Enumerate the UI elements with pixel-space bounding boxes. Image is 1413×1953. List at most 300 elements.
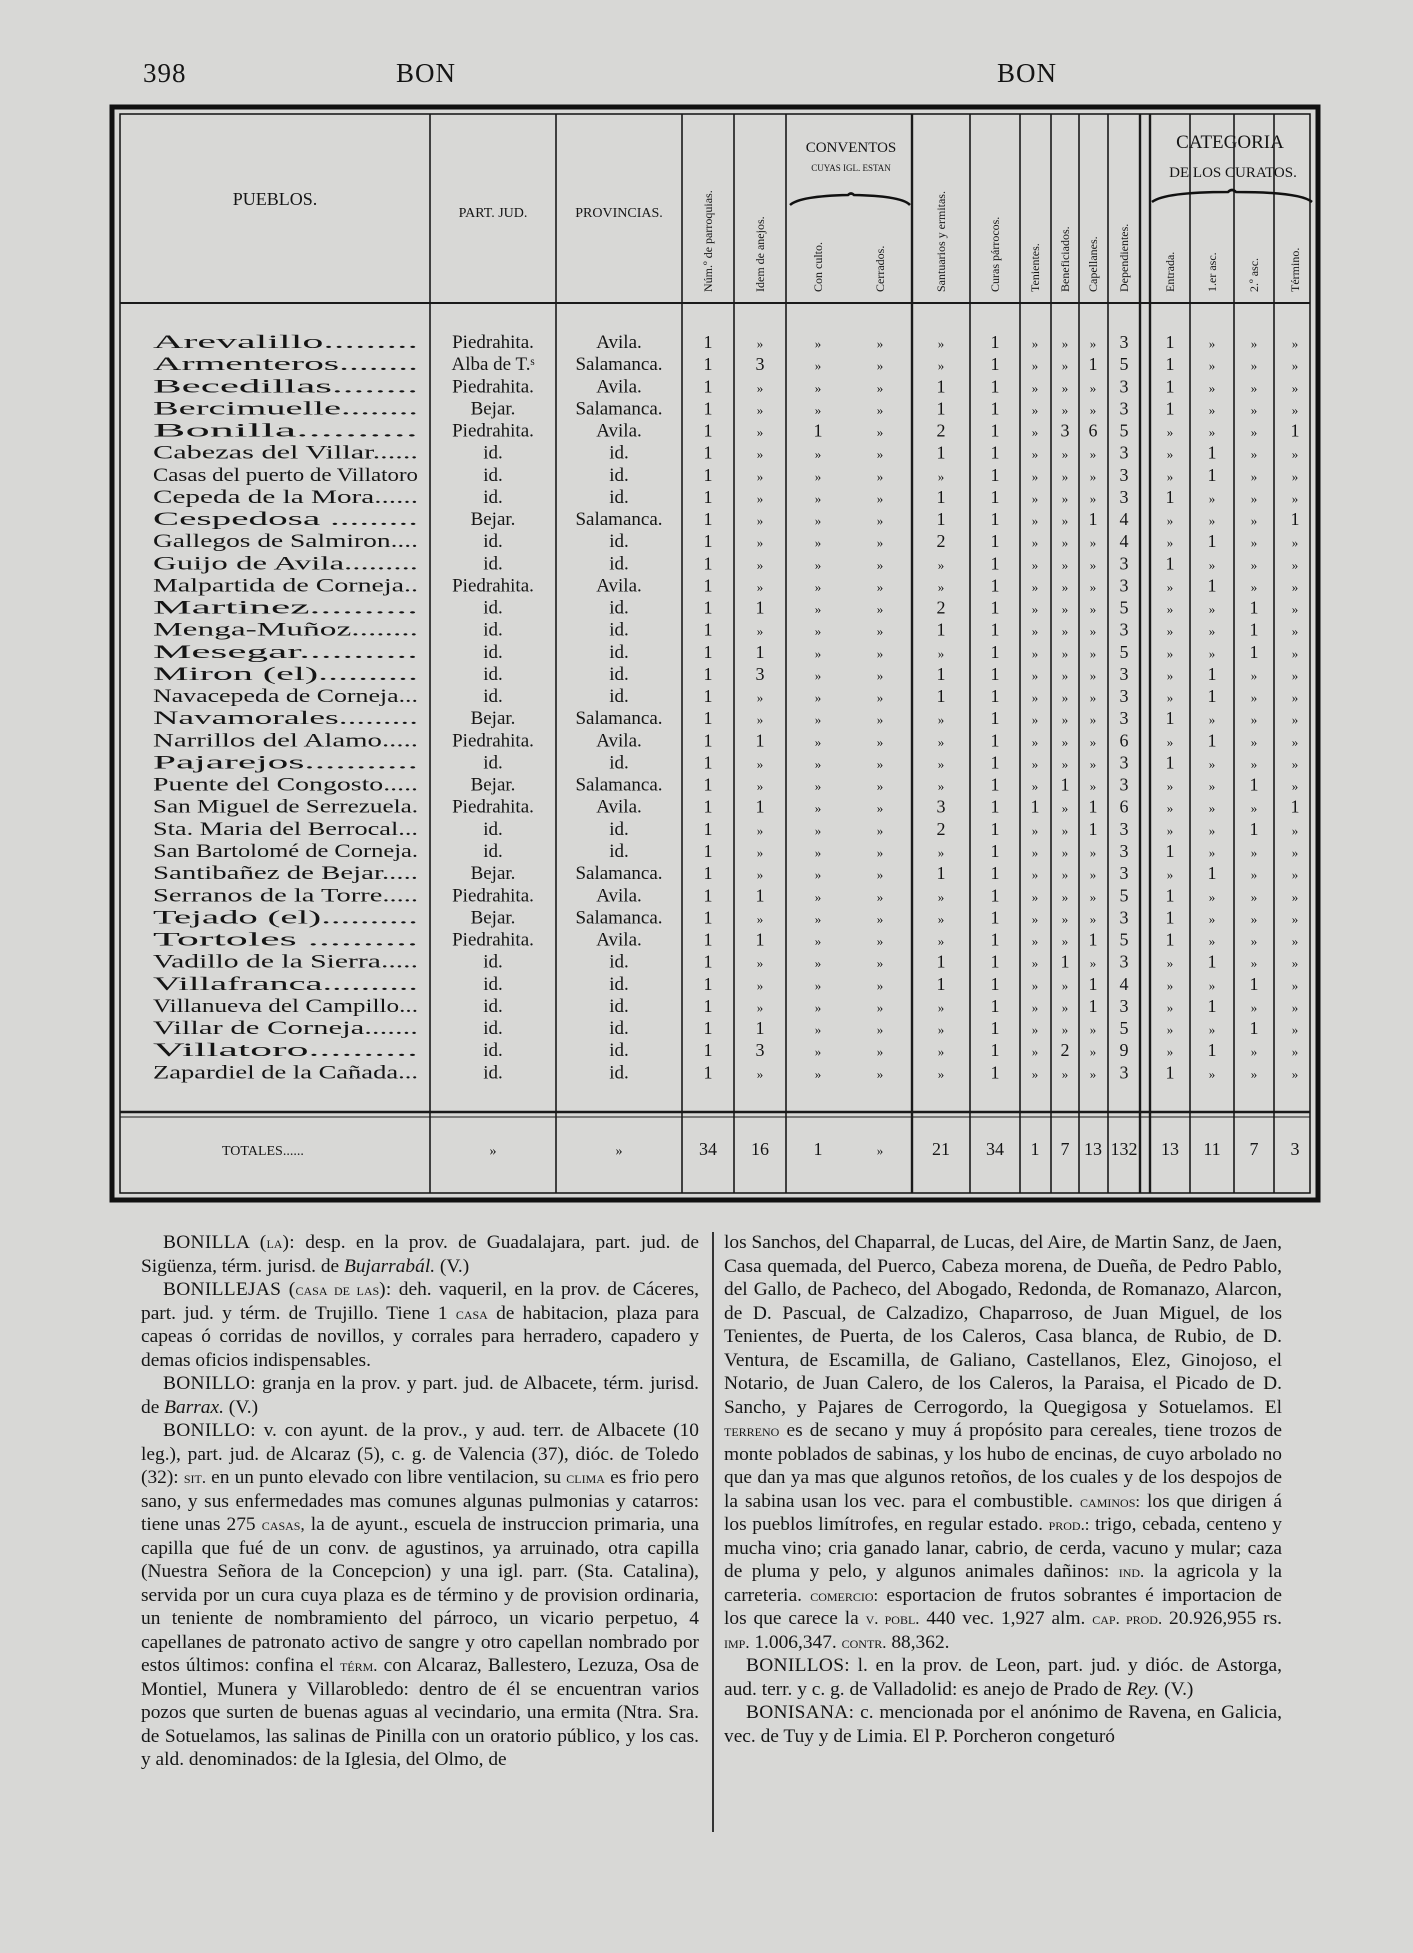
row-cell: » <box>1061 800 1069 816</box>
row-cell: 3 <box>1119 442 1129 463</box>
row-cell: » <box>1291 955 1299 971</box>
row-cell: 1 <box>1088 354 1098 375</box>
row-cell: » <box>1089 756 1097 772</box>
row-cell: 1 <box>936 686 946 707</box>
row-cell: » <box>876 490 884 506</box>
header-santuarios: Santuarios y ermitas. <box>934 191 948 292</box>
row-cell: 1 <box>1165 376 1175 397</box>
row-cell: » <box>814 999 822 1015</box>
row-cell: » <box>937 911 945 927</box>
entry-text: comercio: <box>810 1585 879 1605</box>
header-pueblos: PUEBLOS. <box>232 189 318 209</box>
row-partido: id. <box>483 442 503 464</box>
row-cell: » <box>1061 889 1069 905</box>
row-cell: 1 <box>1060 774 1070 795</box>
row-cell: » <box>1031 557 1039 573</box>
row-partido: id. <box>483 973 503 995</box>
row-cell: » <box>1031 424 1039 440</box>
header-curas: Curas párrocos. <box>988 216 1002 292</box>
row-cell: 1 <box>1249 774 1259 795</box>
row-cell: » <box>814 756 822 772</box>
row-cell: » <box>876 579 884 595</box>
row-cell: » <box>1061 999 1069 1015</box>
row-cell: » <box>1031 513 1039 529</box>
row-cell: 1 <box>703 951 713 972</box>
row-cell: » <box>1061 822 1069 838</box>
row-cell: » <box>1061 358 1069 374</box>
row-cell: » <box>756 911 764 927</box>
entry-paragraph <box>724 1231 1282 1654</box>
entry-reference: Rey. <box>1126 1678 1160 1700</box>
row-cell: 1 <box>703 663 713 684</box>
entry-headword: ): <box>379 1279 392 1300</box>
row-cell: 1 <box>703 907 713 928</box>
row-cell: 1 <box>1165 486 1175 507</box>
row-cell: » <box>1031 822 1039 838</box>
row-provincia: Avila. <box>596 332 642 353</box>
row-cell: » <box>814 822 822 838</box>
header-conventos: CONVENTOS <box>805 140 897 156</box>
row-cell: 1 <box>936 973 946 994</box>
row-cell: » <box>1250 358 1258 374</box>
entry-headword: BONISANA: <box>746 1702 855 1723</box>
row-cell: » <box>1031 734 1039 750</box>
row-cell: 1 <box>703 1040 713 1061</box>
row-cell: » <box>814 933 822 949</box>
row-name: Villanueva del Campillo... <box>153 995 418 1017</box>
row-name: Tortoles .......... <box>153 929 418 951</box>
row-partido: id. <box>483 663 503 685</box>
running-head-right: BON <box>997 58 1058 88</box>
row-cell: 1 <box>1207 686 1217 707</box>
row-cell: 6 <box>1088 420 1098 441</box>
row-provincia: id. <box>609 641 629 663</box>
row-partido: Alba de T.ˢ <box>451 354 535 376</box>
row-cell: » <box>1061 667 1069 683</box>
row-partido: Piedrahita. <box>452 730 534 752</box>
entry-text: (V.) <box>435 1255 470 1277</box>
row-provincia: Avila. <box>596 885 642 907</box>
row-provincia: id. <box>609 442 629 464</box>
entry-text: caminos: <box>1080 1491 1141 1511</box>
row-cell: » <box>814 800 822 816</box>
header-categoria-sub: DE LOS CURATOS. <box>1169 165 1297 181</box>
row-cell: » <box>937 579 945 595</box>
row-provincia: id. <box>609 597 629 619</box>
row-provincia: id. <box>609 553 629 575</box>
row-cell: 1 <box>1207 863 1217 884</box>
row-cell: 1 <box>936 509 946 530</box>
row-cell: » <box>1089 844 1097 860</box>
row-cell: 1 <box>990 951 1000 972</box>
row-cell: » <box>1061 1022 1069 1038</box>
row-cell: » <box>1031 490 1039 506</box>
row-cell: » <box>1166 601 1174 617</box>
entry-text: térm. <box>339 1656 378 1675</box>
row-cell: 1 <box>1207 995 1217 1016</box>
row-cell: » <box>1166 1044 1174 1060</box>
row-cell: » <box>1291 579 1299 595</box>
row-cell: 1 <box>1207 951 1217 972</box>
row-name: Serranos de la Torre..... <box>153 885 418 907</box>
row-cell: » <box>1291 402 1299 418</box>
row-cell: » <box>1208 712 1216 728</box>
row-cell: » <box>1250 424 1258 440</box>
row-name: Guijo de Avila......... <box>153 553 418 575</box>
row-cell: » <box>814 623 822 639</box>
row-cell: 1 <box>703 486 713 507</box>
row-cell: 1 <box>990 597 1000 618</box>
row-cell: 1 <box>703 641 713 662</box>
row-provincia: id. <box>609 619 629 641</box>
entry-text: 1.006,347. <box>749 1631 842 1653</box>
row-cell: » <box>1166 822 1174 838</box>
row-cell: » <box>756 336 764 351</box>
row-partido: id. <box>483 1018 503 1040</box>
row-cell: 1 <box>990 332 1000 352</box>
row-cell: 1 <box>703 774 713 795</box>
row-cell: » <box>1291 712 1299 728</box>
row-cell: 1 <box>755 641 765 662</box>
entry-headword: BONILLEJAS ( <box>163 1279 296 1300</box>
row-cell: » <box>1089 690 1097 706</box>
row-cell: » <box>1166 579 1174 595</box>
row-cell: 1 <box>990 641 1000 662</box>
row-cell: 1 <box>1249 973 1259 994</box>
row-cell: 1 <box>1165 332 1175 352</box>
header-anejos: Idem de anejos. <box>753 216 767 292</box>
row-cell: » <box>1250 690 1258 706</box>
row-provincia: Salamanca. <box>575 509 663 531</box>
row-cell: » <box>814 1022 822 1038</box>
row-cell: 1 <box>755 885 765 906</box>
totals-cell: 13 <box>1161 1139 1179 1159</box>
row-cell: » <box>1031 844 1039 860</box>
row-cell: 1 <box>703 420 713 441</box>
row-cell: 1 <box>755 1018 765 1039</box>
row-cell: 4 <box>1119 973 1129 994</box>
row-cell: 1 <box>1088 973 1098 994</box>
row-cell: » <box>1250 468 1258 484</box>
row-cell: 1 <box>813 420 823 441</box>
row-cell: » <box>876 977 884 993</box>
row-provincia: id. <box>609 752 629 774</box>
row-cell: 1 <box>1207 730 1217 751</box>
entry-text: casa de las <box>295 1280 380 1299</box>
row-cell: » <box>1208 601 1216 617</box>
row-cell: 1 <box>1165 398 1175 419</box>
row-cell: » <box>876 734 884 750</box>
row-cell: 1 <box>1060 951 1070 972</box>
row-cell: » <box>756 490 764 506</box>
row-name: Becedillas........ <box>153 376 418 398</box>
entry-reference: Bujarrabál. <box>344 1255 436 1277</box>
row-cell: 1 <box>703 442 713 463</box>
row-partido: Piedrahita. <box>452 332 534 353</box>
row-cell: » <box>756 844 764 860</box>
row-cell: 4 <box>1119 509 1129 530</box>
row-cell: » <box>1031 690 1039 706</box>
row-cell: » <box>876 844 884 860</box>
row-cell: 1 <box>1207 1040 1217 1061</box>
row-cell: » <box>1061 402 1069 418</box>
row-partido: Piedrahita. <box>452 376 534 398</box>
row-cell: 2 <box>936 597 946 618</box>
row-cell: 1 <box>703 840 713 861</box>
row-cell: » <box>1089 889 1097 905</box>
row-cell: » <box>1208 424 1216 440</box>
row-cell: 6 <box>1119 796 1129 817</box>
totals-provincia: » <box>615 1144 623 1159</box>
entry-text: es frio pero sano, y sus enfermedades mas comunes algunas pulmonias y catarros: tiene unas 275 <box>141 1467 699 1535</box>
row-cell: » <box>876 424 884 440</box>
row-cell: » <box>1291 490 1299 506</box>
row-cell: 3 <box>755 663 765 684</box>
row-cell: 3 <box>1119 686 1129 707</box>
row-cell: » <box>1208 358 1216 374</box>
page-number: 398 <box>143 58 187 88</box>
row-cell: » <box>1166 867 1174 883</box>
header-tenientes: Tenientes. <box>1028 243 1042 292</box>
entry-headword: BONILLO: <box>163 1420 256 1441</box>
row-cell: » <box>1089 734 1097 750</box>
row-cell: » <box>1291 844 1299 860</box>
row-provincia: Avila. <box>596 420 642 442</box>
row-cell: 1 <box>703 332 713 352</box>
row-cell: » <box>876 756 884 772</box>
totals-cell: 1 <box>813 1139 823 1159</box>
row-provincia: Salamanca. <box>575 907 663 929</box>
row-cell: 5 <box>1119 929 1129 950</box>
row-cell: 1 <box>703 929 713 950</box>
row-cell: » <box>876 557 884 573</box>
row-cell: » <box>814 712 822 728</box>
row-cell: » <box>876 712 884 728</box>
row-provincia: id. <box>609 686 629 708</box>
row-cell: » <box>876 667 884 683</box>
row-cell: » <box>1031 999 1039 1015</box>
row-cell: » <box>1061 933 1069 949</box>
row-cell: » <box>937 712 945 728</box>
entry-text: la de ayunt., escuela de instruccion primaria, una capilla que fué de un conv. de agustinos, ya arruinado, otra capilla (Nuestra Señora de la Concepcion) y una igl. parr. (Sta. Catalina), servida por un cura cuya plaza es de término y de provision ordinaria, un teniente de nombramiento del párroco, un vicario perpetuo, 4 capellanes de patronato activo de sangre y otro capellan nombrado por estos últimos: confina el <box>141 1514 699 1676</box>
row-cell: » <box>1166 645 1174 661</box>
row-cell: » <box>814 513 822 529</box>
row-cell: » <box>1208 380 1216 396</box>
row-cell: » <box>1061 557 1069 573</box>
row-cell: 1 <box>990 995 1000 1016</box>
row-cell: 1 <box>1249 597 1259 618</box>
row-partido: Piedrahita. <box>452 420 534 442</box>
row-partido: id. <box>483 840 503 862</box>
row-partido: Bejar. <box>470 509 516 531</box>
header-primer-asc: 1.er asc. <box>1205 252 1219 292</box>
row-cell: 1 <box>990 663 1000 684</box>
row-cell: 1 <box>990 686 1000 707</box>
column-rule <box>712 1232 714 1832</box>
entry-text: deh. vaqueril, en la prov. de Cáceres, part. jud. y térm. de Trujillo. Tiene 1 <box>141 1279 699 1324</box>
row-cell: 1 <box>1165 708 1175 729</box>
row-cell: » <box>1208 756 1216 772</box>
row-cell: » <box>1250 446 1258 462</box>
row-cell: » <box>1031 336 1039 351</box>
row-cell: » <box>937 889 945 905</box>
row-cell: » <box>1208 778 1216 794</box>
row-cell: 3 <box>1119 619 1129 640</box>
row-cell: » <box>876 1044 884 1060</box>
row-cell: » <box>1166 999 1174 1015</box>
row-cell: » <box>1250 336 1258 351</box>
row-cell: » <box>1089 667 1097 683</box>
row-cell: 5 <box>1119 597 1129 618</box>
row-cell: » <box>1089 336 1097 351</box>
row-cell: » <box>1031 380 1039 396</box>
row-cell: » <box>756 822 764 838</box>
row-cell: 1 <box>990 619 1000 640</box>
row-cell: » <box>876 1066 884 1082</box>
row-cell: 1 <box>990 1040 1000 1061</box>
row-name: Narrillos del Alamo..... <box>153 730 418 752</box>
row-cell: » <box>1031 911 1039 927</box>
row-cell: » <box>1089 1044 1097 1060</box>
entry-text: (V.) <box>223 1396 259 1418</box>
row-cell: » <box>937 468 945 484</box>
row-cell: » <box>1291 911 1299 927</box>
row-cell: » <box>814 601 822 617</box>
entry-text: l. en la prov. de Leon, part. jud. y dióc. de Astorga, aud. terr. y c. g. de Valladolid: es anejo de Prado de <box>724 1655 1282 1700</box>
row-cell: » <box>1061 911 1069 927</box>
row-cell: » <box>937 1044 945 1060</box>
row-cell: 1 <box>1249 619 1259 640</box>
row-cell: » <box>1250 867 1258 883</box>
entry-text: v. con ayunt. de la prov., y aud. terr. de Albacete (10 leg.), part. jud. de Alcaraz (5), c. g. de Valencia (37), dióc. de Toledo (32): <box>141 1420 699 1488</box>
entry-paragraph <box>141 1372 699 1419</box>
row-cell: 1 <box>1207 531 1217 552</box>
row-cell: 3 <box>1119 818 1129 839</box>
row-cell: » <box>1061 380 1069 396</box>
row-cell: 1 <box>936 863 946 884</box>
row-cell: » <box>876 800 884 816</box>
row-cell: » <box>756 446 764 462</box>
header-beneficiados: Beneficiados. <box>1058 226 1072 292</box>
row-cell: » <box>1250 667 1258 683</box>
row-cell: 1 <box>990 531 1000 552</box>
row-partido: Bejar. <box>470 774 516 796</box>
row-provincia: id. <box>609 663 629 685</box>
row-cell: » <box>814 734 822 750</box>
row-name: Casas del puerto de Villatoro <box>153 464 418 486</box>
row-cell: 1 <box>990 354 1000 375</box>
header-num-parroquias: Núm.º de parroquias. <box>701 190 715 292</box>
row-cell: » <box>814 380 822 396</box>
row-cell: 1 <box>1165 553 1175 574</box>
row-cell: » <box>1291 1022 1299 1038</box>
row-cell: » <box>756 380 764 396</box>
row-cell: 3 <box>1119 1062 1129 1083</box>
row-cell: » <box>1031 623 1039 639</box>
header-categoria: CATEGORIA <box>1176 132 1284 153</box>
row-cell: 1 <box>990 442 1000 463</box>
row-cell: » <box>1031 955 1039 971</box>
row-cell: 3 <box>1119 995 1129 1016</box>
entry-text: casas, <box>261 1515 305 1534</box>
row-cell: » <box>937 645 945 661</box>
row-cell: » <box>1031 358 1039 374</box>
row-cell: 3 <box>1119 575 1129 596</box>
row-cell: 1 <box>936 951 946 972</box>
totals-cell: 132 <box>1110 1139 1138 1159</box>
row-cell: » <box>1291 734 1299 750</box>
row-cell: » <box>756 1066 764 1082</box>
row-cell: 1 <box>990 486 1000 507</box>
row-cell: » <box>1291 380 1299 396</box>
row-name: Vadillo de la Sierra..... <box>153 951 418 973</box>
entry-text: imp. <box>724 1632 750 1652</box>
row-cell: » <box>1031 402 1039 418</box>
row-cell: 1 <box>990 973 1000 994</box>
row-cell: 3 <box>1119 840 1129 861</box>
row-partido: Bejar. <box>470 907 516 929</box>
row-cell: » <box>876 822 884 838</box>
row-cell: » <box>1291 601 1299 617</box>
row-cell: » <box>1089 645 1097 661</box>
row-cell: » <box>1291 999 1299 1015</box>
row-cell: » <box>1031 867 1039 883</box>
entry-text: (V.) <box>1159 1678 1194 1700</box>
row-provincia: Salamanca. <box>575 863 663 885</box>
row-provincia: id. <box>609 531 629 553</box>
row-cell: » <box>756 424 764 440</box>
row-cell: » <box>814 645 822 661</box>
row-cell: » <box>1031 933 1039 949</box>
row-cell: » <box>1291 1044 1299 1060</box>
row-cell: » <box>876 623 884 639</box>
row-cell: » <box>1061 977 1069 993</box>
row-cell: » <box>1166 623 1174 639</box>
row-cell: » <box>814 358 822 374</box>
row-cell: » <box>876 402 884 418</box>
entry-paragraph <box>724 1654 1282 1701</box>
row-cell: » <box>1291 977 1299 993</box>
row-cell: 1 <box>1165 354 1175 375</box>
header-capellanes: Capellanes. <box>1086 236 1100 292</box>
entry-text: ind. <box>1118 1562 1145 1581</box>
totals-cell: 7 <box>1249 1139 1259 1159</box>
row-cell: » <box>1250 911 1258 927</box>
row-provincia: Salamanca. <box>575 708 663 730</box>
row-cell: » <box>1061 468 1069 484</box>
entry-text: 88,362. <box>886 1631 950 1653</box>
row-cell: 1 <box>936 398 946 419</box>
totals-cell: 21 <box>932 1139 950 1159</box>
row-cell: » <box>876 468 884 484</box>
entry-text: esportacion de frutos sobrantes é importacion de los que carece la <box>724 1584 1282 1629</box>
row-cell: 1 <box>990 1018 1000 1039</box>
row-cell: » <box>756 977 764 993</box>
row-cell: 1 <box>703 973 713 994</box>
row-cell: 2 <box>936 420 946 441</box>
row-name: Mesegar........... <box>153 641 418 663</box>
row-cell: 1 <box>990 818 1000 839</box>
row-cell: » <box>937 358 945 374</box>
row-cell: 1 <box>990 464 1000 485</box>
row-partido: id. <box>483 464 503 486</box>
row-cell: » <box>1208 933 1216 949</box>
row-cell: » <box>1208 513 1216 529</box>
row-cell: 3 <box>1119 464 1129 485</box>
row-cell: » <box>1089 446 1097 462</box>
row-cell: » <box>756 623 764 639</box>
row-cell: » <box>1208 822 1216 838</box>
